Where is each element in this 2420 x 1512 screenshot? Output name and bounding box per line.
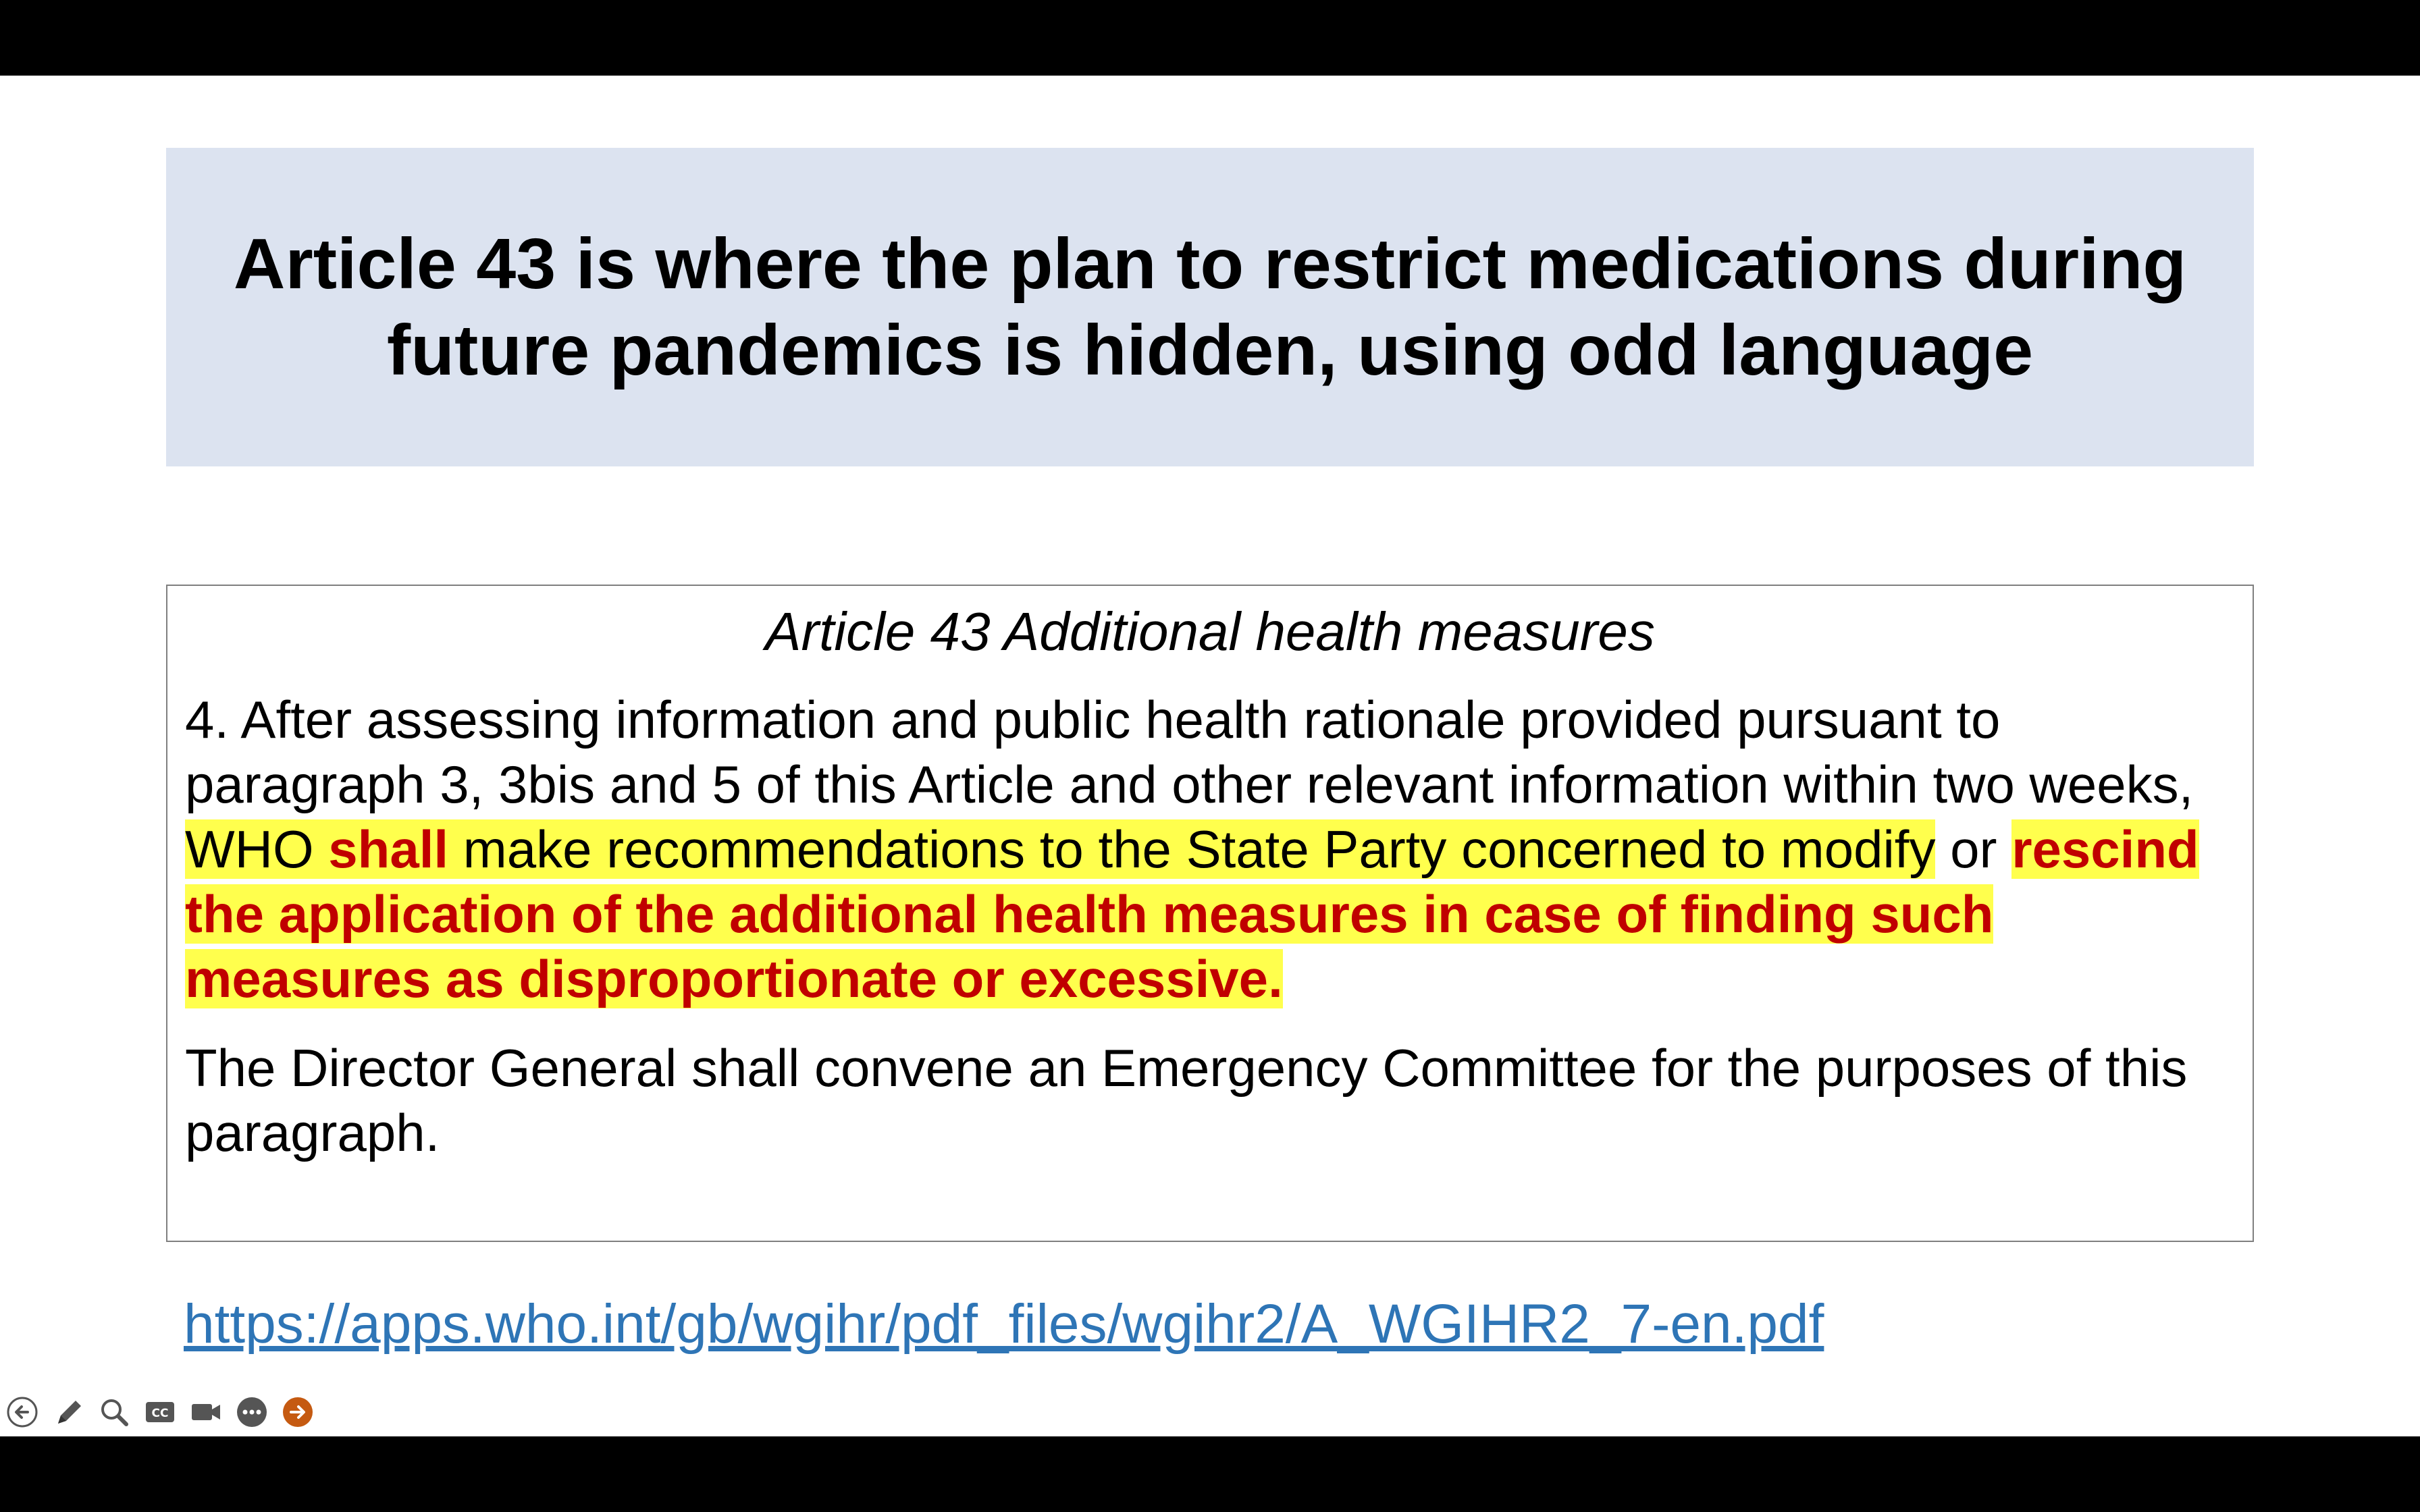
presenter-toolbar <box>5 1393 315 1431</box>
presentation-slide <box>0 76 2420 1436</box>
previous-slide-icon[interactable] <box>5 1395 39 1429</box>
top-letterbox-bar <box>0 0 2420 76</box>
source-link[interactable]: https://apps.who.int/gb/wgihr/pdf_files/wgihr2/A_WGIHR2_7-en.pdf <box>184 1293 1824 1355</box>
title-box <box>166 148 2254 466</box>
emphasis-rescind: rescind the application of the additional health measures in case of finding such measures as disproportionate or excessive. <box>185 819 2199 1008</box>
article-heading: Article 43 Additional health measures <box>765 601 1655 662</box>
para-text: 4. After assessing information and public health rationale provided pursuant to paragraph 3, 3bis and 5 of this Article and other relevant information within two weeks, <box>185 690 2194 814</box>
closing-paragraph: The Director General shall convene an Emergency Committee for the purposes of this paragraph. <box>185 1038 2188 1162</box>
more-options-icon[interactable] <box>235 1395 269 1429</box>
bottom-letterbox-bar <box>0 1436 2420 1512</box>
next-slide-icon[interactable] <box>281 1395 315 1429</box>
highlight-who: WHO <box>185 819 329 879</box>
camera-icon[interactable] <box>189 1395 223 1429</box>
highlight-recommendations: make recommendations to the State Party concerned to modify <box>448 819 1936 879</box>
para-text-or: or <box>1935 819 2012 879</box>
article-quote-box <box>166 585 2254 1242</box>
article-paragraph-4 <box>185 687 2238 1011</box>
pen-icon[interactable] <box>51 1395 85 1429</box>
subtitles-icon[interactable] <box>143 1395 177 1429</box>
svg-text:CC: CC <box>151 1407 169 1420</box>
slide-title: Article 43 is where the plan to restrict medications during future pandemics is hidden, using odd language <box>233 224 2187 390</box>
zoom-icon[interactable] <box>97 1395 131 1429</box>
emphasis-shall: shall <box>328 819 449 879</box>
